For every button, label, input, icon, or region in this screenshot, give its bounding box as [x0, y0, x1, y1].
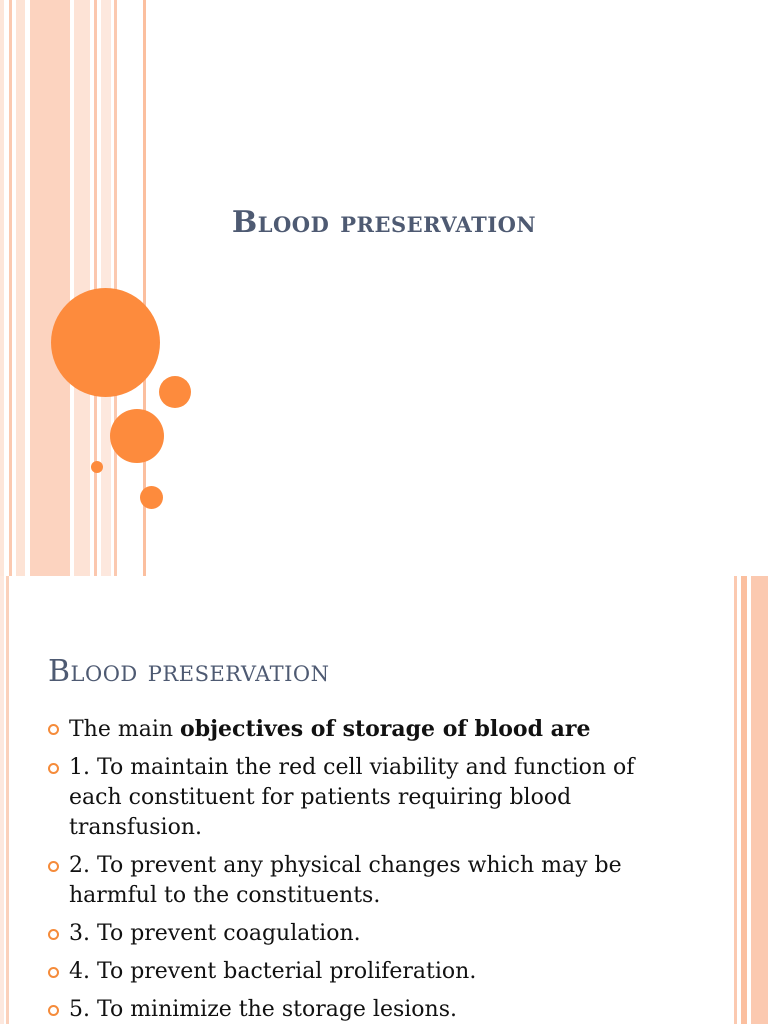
- decorative-circle-small: [159, 376, 191, 408]
- decorative-circle-large: [51, 288, 160, 397]
- bullet-item: [48, 957, 688, 987]
- decorative-stripe: [751, 576, 768, 1024]
- decorative-stripe: [0, 0, 4, 576]
- bullet-text: The main: [69, 717, 181, 742]
- decorative-stripe: [9, 0, 12, 576]
- circle-bullet-icon: [48, 724, 59, 735]
- decorative-circle-tiny: [91, 461, 103, 473]
- bullet-item: [48, 995, 688, 1024]
- slide-title: Blood preservation: [48, 654, 330, 689]
- bullet-item: [48, 851, 688, 911]
- circle-bullet-icon: [48, 763, 59, 774]
- bullet-item: [48, 714, 688, 745]
- decorative-stripe: [0, 576, 4, 1024]
- decorative-stripe: [74, 0, 90, 576]
- decorative-stripe: [741, 576, 747, 1024]
- bullet-text: 2. To prevent any physical changes which may be harmful to the constituents.: [69, 853, 622, 908]
- content-slide: [0, 576, 768, 1024]
- circle-bullet-icon: [48, 861, 59, 872]
- decorative-stripe: [16, 0, 25, 576]
- bullet-list: [48, 714, 688, 1024]
- bullet-text: 1. To maintain the red cell viability and function of each constituent for patients requiring blood transfusion.: [69, 755, 635, 840]
- decorative-circle-small: [140, 486, 163, 509]
- bullet-text: 4. To prevent bacterial proliferation.: [69, 959, 477, 984]
- bullet-text: 3. To prevent coagulation.: [69, 921, 361, 946]
- bullet-item: [48, 753, 688, 843]
- decorative-stripe: [6, 576, 9, 1024]
- bullet-item: [48, 919, 688, 949]
- bullet-text: 5. To minimize the storage lesions.: [69, 997, 457, 1022]
- circle-bullet-icon: [48, 967, 59, 978]
- bullet-text-bold: objectives of storage of blood are: [180, 716, 591, 742]
- decorative-stripe: [30, 0, 70, 576]
- decorative-circle-medium: [110, 409, 164, 463]
- decorative-stripe: [734, 576, 737, 1024]
- circle-bullet-icon: [48, 929, 59, 940]
- slide-title: Blood preservation: [231, 205, 537, 240]
- circle-bullet-icon: [48, 1005, 59, 1016]
